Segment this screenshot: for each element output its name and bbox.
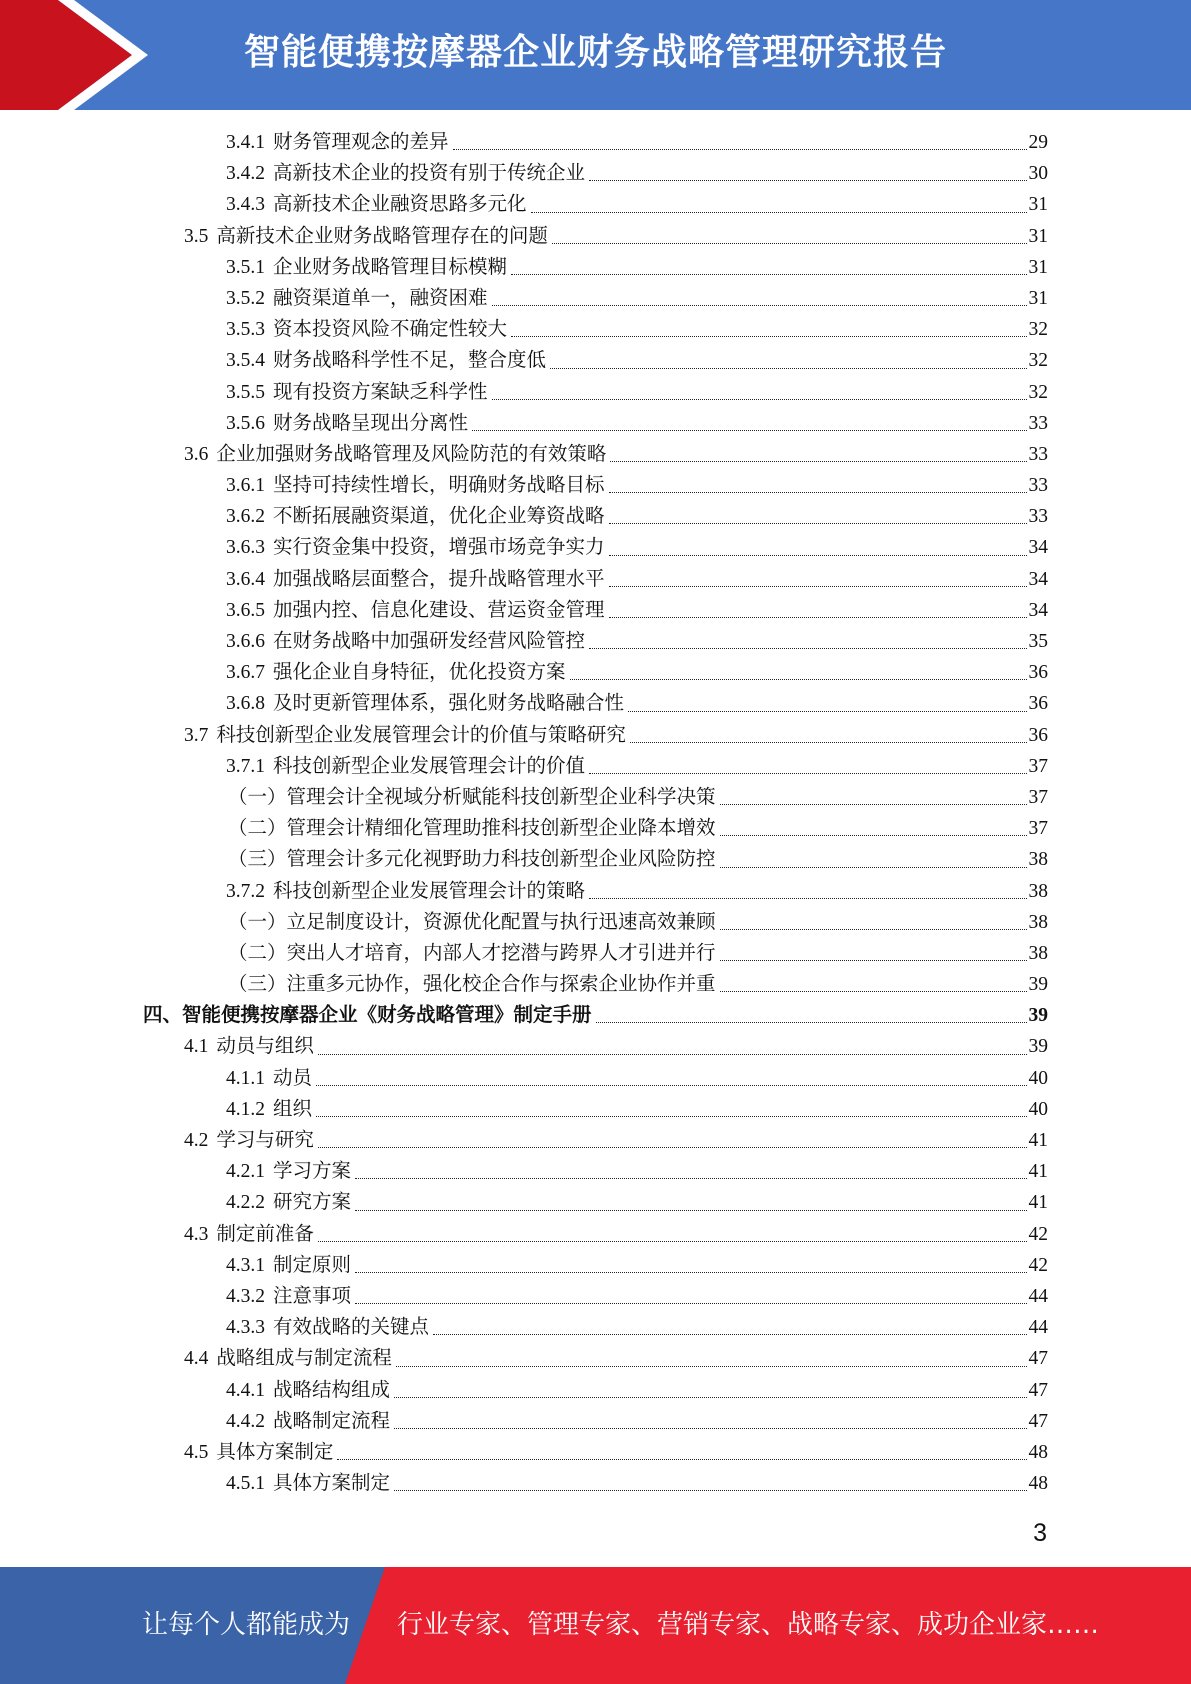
toc-entry-page: 34	[1028, 568, 1048, 590]
toc-dot-leader	[337, 1458, 1026, 1460]
toc-entry-page: 41	[1028, 1192, 1048, 1214]
toc-entry-number: 3.6.2	[226, 506, 265, 528]
toc-entry-number: 4.2	[184, 1130, 209, 1151]
toc-entry-title: 财务管理观念的差异	[273, 132, 449, 153]
toc-entry-number: 3.5.4	[226, 350, 265, 372]
toc-entry-title: 制定原则	[273, 1254, 352, 1276]
toc-entry-number: 3.5.6	[226, 412, 265, 434]
toc-dot-leader	[552, 242, 1027, 244]
toc-dot-leader	[589, 179, 1026, 181]
toc-entry-title: 战略组成与制定流程	[216, 1348, 392, 1370]
table-of-contents	[0, 127, 1191, 1499]
toc-entry-number: 3.6.7	[226, 662, 265, 684]
toc-entry-page: 37	[1028, 786, 1048, 808]
toc-entry-number: 3.5.2	[226, 287, 265, 309]
toc-entry[interactable]	[0, 564, 1191, 595]
toc-entry-number: 4.3.2	[226, 1285, 265, 1307]
toc-entry[interactable]	[0, 470, 1191, 501]
footer-slogan-left: 让每个人都能成为	[142, 1610, 351, 1640]
toc-entry-page: 44	[1028, 1317, 1048, 1339]
toc-entry-page: 31	[1028, 194, 1048, 216]
toc-entry-title: 在财务战略中加强研发经营风险管控	[273, 631, 586, 652]
toc-entry-page: 44	[1028, 1285, 1048, 1307]
toc-entry-number: 4.3.1	[226, 1254, 265, 1276]
toc-entry-title: 加强战略层面整合，提升战略管理水平	[273, 568, 605, 590]
toc-entry[interactable]	[0, 1000, 1191, 1031]
toc-entry[interactable]	[0, 595, 1191, 626]
toc-entry-title: （二）管理会计精细化管理助推科技创新型企业降本增效	[228, 818, 716, 840]
toc-entry-title: 有效战略的关键点	[273, 1317, 430, 1339]
toc-entry[interactable]	[0, 1406, 1191, 1437]
toc-entry-title: 战略结构组成	[273, 1379, 391, 1401]
toc-entry[interactable]	[0, 439, 1191, 470]
toc-entry-page: 37	[1028, 755, 1048, 777]
toc-entry-title: 高新技术企业融资思路多元化	[273, 194, 527, 216]
toc-entry-page: 39	[1028, 1005, 1048, 1027]
toc-dot-leader	[630, 741, 1027, 743]
toc-dot-leader	[720, 990, 1027, 992]
toc-entry-title: 动员	[273, 1067, 313, 1089]
toc-entry-number: 3.5	[184, 225, 209, 247]
toc-entry-page: 36	[1028, 724, 1048, 746]
toc-entry-number: 3.5.3	[226, 319, 265, 341]
toc-entry[interactable]	[0, 751, 1191, 782]
toc-entry-number: 4.2.2	[226, 1192, 265, 1214]
toc-dot-leader	[492, 304, 1027, 306]
toc-entry-page: 47	[1028, 1410, 1048, 1432]
toc-entry-title: 具体方案制定	[273, 1473, 391, 1495]
toc-entry[interactable]	[0, 813, 1191, 844]
toc-entry[interactable]	[0, 1281, 1191, 1312]
toc-entry-title: 动员与组织	[216, 1036, 314, 1058]
toc-dot-leader	[511, 273, 1026, 275]
toc-entry-page: 40	[1028, 1067, 1048, 1089]
toc-entry-page: 33	[1028, 475, 1048, 497]
toc-entry[interactable]	[0, 720, 1191, 751]
toc-entry-page: 42	[1028, 1223, 1048, 1245]
toc-dot-leader	[596, 1021, 1027, 1023]
toc-entry[interactable]	[0, 158, 1191, 189]
toc-dot-leader	[589, 897, 1026, 899]
toc-entry[interactable]	[0, 1219, 1191, 1250]
toc-dot-leader	[511, 335, 1026, 337]
toc-dot-leader	[453, 148, 1027, 150]
toc-entry-title: 不断拓展融资渠道，优化企业筹资战略	[273, 506, 605, 528]
toc-dot-leader	[394, 1489, 1026, 1491]
toc-entry-page: 38	[1028, 911, 1048, 933]
toc-entry-number: 3.6.1	[226, 475, 265, 497]
toc-entry-title: 企业财务战略管理目标模糊	[273, 256, 508, 278]
toc-entry[interactable]	[0, 626, 1191, 657]
toc-dot-leader	[609, 522, 1027, 524]
toc-dot-leader	[720, 928, 1027, 930]
toc-dot-leader	[628, 710, 1026, 712]
toc-entry-number: 4.3.3	[226, 1317, 265, 1339]
toc-entry-page: 38	[1028, 849, 1048, 871]
toc-entry-page: 47	[1028, 1379, 1048, 1401]
toc-entry-number: 3.5.5	[226, 381, 265, 403]
toc-dot-leader	[394, 1427, 1026, 1429]
toc-entry[interactable]	[0, 1125, 1191, 1156]
toc-entry[interactable]	[0, 252, 1191, 283]
footer-slogan-right: 行业专家、管理专家、营销专家、战略专家、成功企业家……	[397, 1610, 1100, 1640]
toc-entry[interactable]	[0, 1343, 1191, 1374]
toc-entry[interactable]	[0, 876, 1191, 907]
toc-entry[interactable]	[0, 532, 1191, 563]
toc-entry-number: 4.5.1	[226, 1473, 265, 1495]
toc-dot-leader	[316, 1115, 1026, 1117]
toc-dot-leader	[433, 1333, 1026, 1335]
toc-entry[interactable]	[0, 1375, 1191, 1406]
toc-entry-number: 4.2.1	[226, 1161, 265, 1183]
toc-entry-page: 31	[1028, 287, 1048, 309]
toc-entry[interactable]	[0, 657, 1191, 688]
page-footer	[0, 1567, 1191, 1684]
toc-entry-number: 4.1	[184, 1036, 209, 1058]
toc-entry[interactable]	[0, 314, 1191, 345]
toc-dot-leader	[720, 834, 1027, 836]
toc-entry-title: 坚持可持续性增长，明确财务战略目标	[273, 475, 605, 497]
toc-entry[interactable]	[0, 189, 1191, 220]
toc-entry-page: 32	[1028, 319, 1048, 341]
toc-entry[interactable]	[0, 969, 1191, 1000]
toc-entry-page: 29	[1028, 132, 1048, 153]
toc-entry-number: 4.3	[184, 1223, 209, 1245]
toc-dot-leader	[609, 554, 1027, 556]
toc-dot-leader	[531, 211, 1027, 213]
toc-entry-number: 4.4	[184, 1348, 209, 1370]
toc-entry-page: 31	[1028, 256, 1048, 278]
toc-entry-number: 4.1.1	[226, 1067, 265, 1089]
toc-entry-page: 36	[1028, 662, 1048, 684]
toc-entry-number: 3.4.1	[226, 132, 265, 153]
toc-entry-title: （一）管理会计全视域分析赋能科技创新型企业科学决策	[228, 786, 716, 808]
toc-entry-page: 33	[1028, 412, 1048, 434]
toc-dot-leader	[610, 460, 1026, 462]
toc-entry-number: 4.5	[184, 1441, 209, 1463]
page-number: 3	[1033, 1519, 1047, 1547]
toc-entry-page: 41	[1028, 1161, 1048, 1183]
toc-entry[interactable]	[0, 1312, 1191, 1343]
toc-dot-leader	[720, 803, 1027, 805]
toc-entry[interactable]	[0, 844, 1191, 875]
toc-entry-number: 4.4.1	[226, 1379, 265, 1401]
toc-dot-leader	[355, 1302, 1026, 1304]
toc-entry[interactable]	[0, 283, 1191, 314]
toc-entry[interactable]	[0, 1063, 1191, 1094]
toc-entry-title: 财务战略科学性不足，整合度低	[273, 350, 547, 372]
toc-entry[interactable]	[0, 1437, 1191, 1468]
toc-entry-title: 加强内控、信息化建设、营运资金管理	[273, 599, 605, 621]
toc-dot-leader	[609, 585, 1027, 587]
toc-entry-title: 资本投资风险不确定性较大	[273, 319, 508, 341]
toc-entry-page: 41	[1028, 1130, 1048, 1151]
toc-entry[interactable]	[0, 1156, 1191, 1187]
page-header	[0, 0, 1191, 110]
toc-entry-page: 39	[1028, 1036, 1048, 1058]
toc-entry-number: 3.6	[184, 443, 209, 465]
toc-entry-number: 3.5.1	[226, 256, 265, 278]
toc-entry-page: 34	[1028, 537, 1048, 559]
toc-entry[interactable]	[0, 1094, 1191, 1125]
toc-entry-page: 42	[1028, 1254, 1048, 1276]
toc-entry-number: 3.6.6	[226, 631, 265, 652]
toc-entry-title: 融资渠道单一，融资困难	[273, 287, 488, 309]
toc-dot-leader	[316, 1084, 1026, 1086]
toc-entry-title: （一）立足制度设计，资源优化配置与执行迅速高效兼顾	[228, 911, 716, 933]
toc-entry-page: 37	[1028, 818, 1048, 840]
toc-entry-page: 32	[1028, 381, 1048, 403]
toc-entry[interactable]	[0, 1250, 1191, 1281]
toc-entry-title: 强化企业自身特征，优化投资方案	[273, 662, 566, 684]
toc-entry-title: 科技创新型企业发展管理会计的策略	[273, 880, 586, 902]
toc-entry-page: 48	[1028, 1473, 1048, 1495]
toc-entry-number: 3.7.1	[226, 755, 265, 777]
toc-entry[interactable]	[0, 688, 1191, 719]
toc-entry[interactable]	[0, 1468, 1191, 1499]
toc-dot-leader	[589, 772, 1026, 774]
toc-entry-number: 3.6.5	[226, 599, 265, 621]
toc-entry[interactable]	[0, 345, 1191, 376]
toc-dot-leader	[720, 866, 1027, 868]
toc-entry-number: 3.6.3	[226, 537, 265, 559]
report-title: 智能便携按摩器企业财务战略管理研究报告	[243, 32, 947, 73]
toc-entry[interactable]	[0, 377, 1191, 408]
toc-dot-leader	[355, 1177, 1026, 1179]
toc-entry-page: 32	[1028, 350, 1048, 372]
toc-entry[interactable]	[0, 408, 1191, 439]
toc-entry-page: 40	[1028, 1098, 1048, 1120]
toc-entry-title: 具体方案制定	[216, 1441, 334, 1463]
toc-entry-page: 48	[1028, 1441, 1048, 1463]
toc-entry-number: 4.1.2	[226, 1098, 265, 1120]
toc-entry-title: 组织	[273, 1098, 313, 1120]
toc-entry-title: 财务战略呈现出分离性	[273, 412, 469, 434]
toc-entry[interactable]	[0, 1031, 1191, 1062]
toc-entry-title: 企业加强财务战略管理及风险防范的有效策略	[216, 443, 607, 465]
toc-entry-title: 及时更新管理体系，强化财务战略融合性	[273, 693, 625, 715]
toc-dot-leader	[550, 367, 1026, 369]
toc-dot-leader	[492, 398, 1027, 400]
toc-entry-title: 现有投资方案缺乏科学性	[273, 381, 488, 403]
toc-entry-page: 30	[1028, 163, 1048, 185]
toc-entry-title: 学习与研究	[216, 1130, 314, 1151]
toc-entry-number: 3.4.3	[226, 194, 265, 216]
toc-entry-number: 3.7	[184, 724, 209, 746]
toc-dot-leader	[720, 959, 1027, 961]
toc-entry-title: 四、智能便携按摩器企业《财务战略管理》制定手册	[143, 1005, 592, 1027]
toc-dot-leader	[355, 1209, 1026, 1211]
toc-entry-page: 33	[1028, 506, 1048, 528]
toc-entry-title: 学习方案	[273, 1161, 352, 1183]
toc-dot-leader	[570, 678, 1027, 680]
toc-dot-leader	[396, 1365, 1027, 1367]
toc-entry-page: 38	[1028, 942, 1048, 964]
toc-entry-title: 高新技术企业财务战略管理存在的问题	[216, 225, 548, 247]
toc-entry[interactable]	[0, 782, 1191, 813]
toc-dot-leader	[394, 1396, 1026, 1398]
toc-dot-leader	[318, 1240, 1027, 1242]
toc-dot-leader	[589, 647, 1026, 649]
toc-entry-number: 3.6.8	[226, 693, 265, 715]
toc-entry-page: 39	[1028, 974, 1048, 996]
toc-entry-number: 3.7.2	[226, 880, 265, 902]
toc-entry-page: 36	[1028, 693, 1048, 715]
toc-dot-leader	[609, 616, 1027, 618]
toc-entry-page: 33	[1028, 443, 1048, 465]
toc-entry-title: 制定前准备	[216, 1223, 314, 1245]
toc-entry-number: 3.4.2	[226, 163, 265, 185]
toc-entry-title: 科技创新型企业发展管理会计的价值	[273, 755, 586, 777]
toc-dot-leader	[318, 1053, 1027, 1055]
toc-entry-title: 科技创新型企业发展管理会计的价值与策略研究	[216, 724, 626, 746]
toc-dot-leader	[318, 1146, 1027, 1148]
toc-entry-page: 35	[1028, 631, 1048, 652]
toc-entry-page: 31	[1028, 225, 1048, 247]
toc-entry[interactable]	[0, 907, 1191, 938]
toc-entry-title: （三）注重多元协作，强化校企合作与探索企业协作并重	[228, 974, 716, 996]
toc-entry[interactable]	[0, 501, 1191, 532]
toc-dot-leader	[609, 491, 1027, 493]
toc-entry-number: 3.6.4	[226, 568, 265, 590]
toc-entry-title: 实行资金集中投资，增强市场竞争实力	[273, 537, 605, 559]
toc-entry[interactable]	[0, 221, 1191, 252]
toc-entry[interactable]	[0, 1187, 1191, 1218]
toc-entry-page: 47	[1028, 1348, 1048, 1370]
toc-entry-title: 战略制定流程	[273, 1410, 391, 1432]
toc-entry[interactable]	[0, 127, 1191, 158]
toc-entry-title: 注意事项	[273, 1285, 352, 1307]
toc-entry[interactable]	[0, 938, 1191, 969]
toc-entry-title: （二）突出人才培育，内部人才挖潜与跨界人才引进并行	[228, 942, 716, 964]
toc-entry-title: 高新技术企业的投资有别于传统企业	[273, 163, 586, 185]
toc-entry-page: 34	[1028, 599, 1048, 621]
toc-dot-leader	[355, 1271, 1026, 1273]
toc-dot-leader	[472, 429, 1026, 431]
toc-entry-title: 研究方案	[273, 1192, 352, 1214]
toc-entry-number: 4.4.2	[226, 1410, 265, 1432]
toc-entry-page: 38	[1028, 880, 1048, 902]
toc-entry-title: （三）管理会计多元化视野助力科技创新型企业风险防控	[228, 849, 716, 871]
